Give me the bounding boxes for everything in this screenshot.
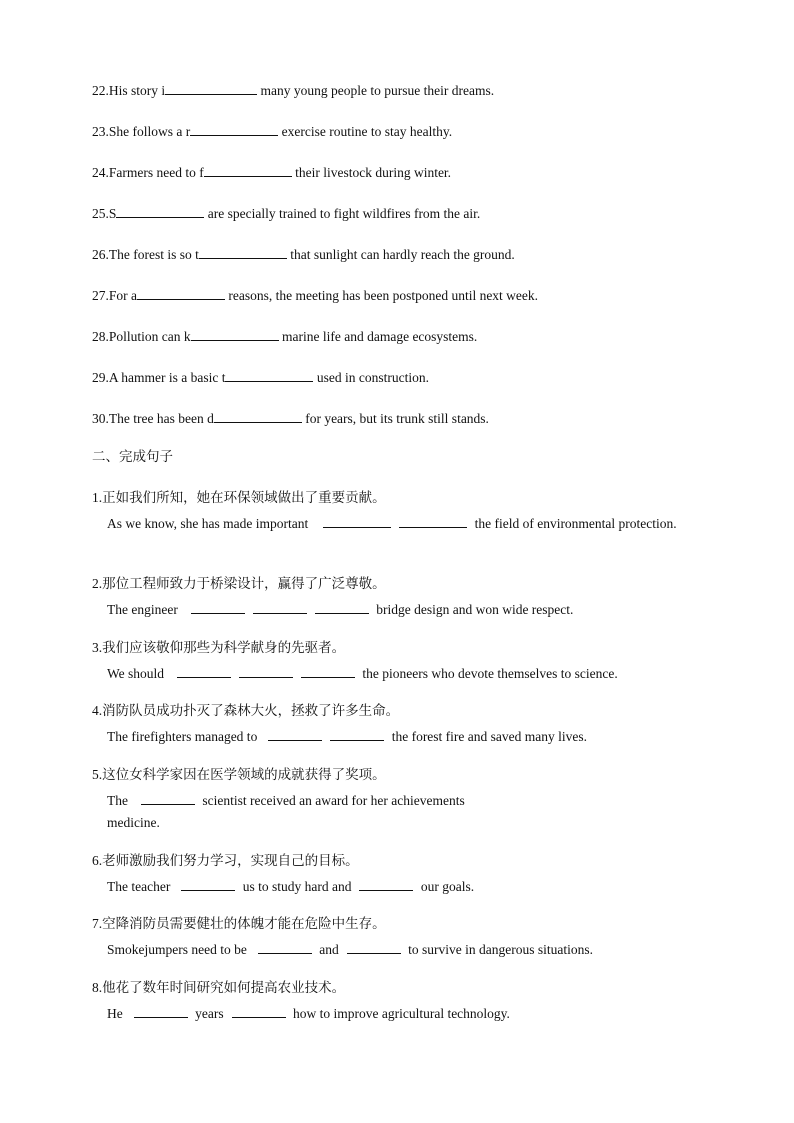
- answer-blank[interactable]: [137, 286, 225, 300]
- item-text-before: Pollution can k: [108, 329, 191, 344]
- sentence-text: The teacher: [107, 879, 171, 894]
- item-text-before: The tree has been d: [108, 411, 214, 426]
- fill-item-28: [92, 327, 477, 346]
- sentence-text: us to study hard and: [242, 879, 352, 894]
- answer-blank[interactable]: [330, 727, 384, 741]
- answer-blank[interactable]: [134, 1004, 188, 1018]
- sentence-item-5: [92, 766, 696, 834]
- item-text-before: The forest is so t: [108, 247, 199, 262]
- fill-item-30: [92, 409, 489, 428]
- answer-blank[interactable]: [204, 163, 292, 177]
- item-text-before: For a: [108, 288, 137, 303]
- item-text-before: She follows a r: [108, 124, 191, 139]
- item-text-after: are specially trained to fight wildfires from the air.: [204, 206, 481, 221]
- item-text-after: their livestock during winter.: [291, 165, 452, 180]
- item-text-after: for years, but its trunk still stands.: [301, 411, 489, 426]
- chinese-prompt: 8.他花了数年时间研究如何提高农业技术。: [92, 980, 346, 995]
- sentence-text: our goals.: [420, 879, 475, 894]
- item-text-after: many young people to pursue their dreams.: [257, 83, 495, 98]
- answer-blank[interactable]: [315, 600, 369, 614]
- item-text-after: exercise routine to stay healthy.: [278, 124, 453, 139]
- answer-blank[interactable]: [214, 409, 302, 423]
- sentence-text: how to improve agricultural technology.: [292, 1006, 510, 1021]
- answer-blank[interactable]: [181, 877, 235, 891]
- sentence-item-7: [92, 915, 696, 961]
- item-text-after: reasons, the meeting has been postponed until next week.: [225, 288, 539, 303]
- chinese-prompt: 3.我们应该敬仰那些为科学献身的先驱者。: [92, 640, 346, 655]
- fill-item-22: [92, 81, 494, 100]
- sentence-text: to survive in dangerous situations.: [408, 942, 593, 957]
- answer-blank[interactable]: [239, 664, 293, 678]
- sentence-text: The engineer: [107, 602, 178, 617]
- sentence-text: We should: [107, 666, 165, 681]
- answer-blank[interactable]: [191, 600, 245, 614]
- sentence-text: The firefighters managed to: [107, 729, 258, 744]
- sentence-text: the pioneers who devote themselves to science.: [362, 666, 618, 681]
- english-sentence: [92, 876, 696, 898]
- answer-blank[interactable]: [268, 727, 322, 741]
- item-text-before: His story i: [108, 83, 166, 98]
- answer-blank[interactable]: [232, 1004, 286, 1018]
- item-number: 28.: [92, 329, 109, 344]
- item-text-after: that sunlight can hardly reach the ground.: [286, 247, 515, 262]
- answer-blank[interactable]: [190, 122, 278, 136]
- sentence-text: bridge design and won wide respect.: [376, 602, 574, 617]
- sentence-text: the forest fire and saved many lives.: [391, 729, 588, 744]
- fill-item-29: [92, 368, 429, 387]
- fill-item-26: [92, 245, 515, 264]
- answer-blank[interactable]: [177, 664, 231, 678]
- item-text-after: marine life and damage ecosystems.: [278, 329, 478, 344]
- item-number: 23.: [92, 124, 109, 139]
- sentence-item-2: [92, 575, 696, 621]
- english-sentence: [92, 939, 696, 961]
- item-number: 27.: [92, 288, 109, 303]
- english-sentence: [92, 726, 696, 748]
- sentence-text: He: [107, 1006, 123, 1021]
- item-text-before: S: [108, 206, 117, 221]
- sentence-item-8: [92, 979, 696, 1025]
- sentence-text: years: [195, 1006, 224, 1021]
- chinese-prompt: 6.老师激励我们努力学习，实现自己的目标。: [92, 853, 359, 868]
- sentence-text: and: [319, 942, 339, 957]
- sentence-text: As we know, she has made important: [107, 516, 309, 531]
- section-title: 二、完成句子: [92, 449, 173, 464]
- answer-blank[interactable]: [253, 600, 307, 614]
- item-number: 30.: [92, 411, 109, 426]
- answer-blank[interactable]: [399, 514, 467, 528]
- english-sentence: [92, 599, 696, 621]
- sentence-item-1: [92, 489, 696, 535]
- chinese-prompt: 4.消防队员成功扑灭了森林大火，拯救了许多生命。: [92, 703, 400, 718]
- sentence-item-3: [92, 639, 696, 685]
- answer-blank[interactable]: [116, 204, 204, 218]
- fill-item-27: [92, 286, 538, 305]
- english-sentence: [92, 513, 696, 535]
- sentence-text: medicine.: [107, 815, 160, 830]
- sentence-text: Smokejumpers need to be: [107, 942, 247, 957]
- answer-blank[interactable]: [141, 791, 195, 805]
- chinese-prompt: 2.那位工程师致力于桥梁设计，赢得了广泛尊敬。: [92, 576, 386, 591]
- sentence-text: the field of environmental protection.: [474, 516, 677, 531]
- answer-blank[interactable]: [199, 245, 287, 259]
- sentence-text: scientist received an award for her achievements: [202, 793, 465, 808]
- answer-blank[interactable]: [258, 940, 312, 954]
- chinese-prompt: 7.空降消防员需要健壮的体魄才能在危险中生存。: [92, 916, 386, 931]
- answer-blank[interactable]: [347, 940, 401, 954]
- answer-blank[interactable]: [301, 664, 355, 678]
- item-number: 22.: [92, 83, 109, 98]
- answer-blank[interactable]: [165, 81, 257, 95]
- sentence-item-6: [92, 852, 696, 898]
- answer-blank[interactable]: [323, 514, 391, 528]
- chinese-prompt: 5.这位女科学家因在医学领域的成就获得了奖项。: [92, 767, 386, 782]
- answer-blank[interactable]: [191, 327, 279, 341]
- answer-blank[interactable]: [225, 368, 313, 382]
- sentence-text: The: [107, 793, 128, 808]
- sentence-item-4: [92, 702, 696, 748]
- item-number: 25.: [92, 206, 109, 221]
- fill-item-24: [92, 163, 451, 182]
- item-number: 29.: [92, 370, 109, 385]
- item-number: 26.: [92, 247, 109, 262]
- english-sentence: [92, 663, 696, 685]
- fill-item-23: [92, 122, 452, 141]
- fill-item-25: [92, 204, 480, 223]
- item-text-before: A hammer is a basic t: [108, 370, 226, 385]
- item-text-after: used in construction.: [313, 370, 429, 385]
- answer-blank[interactable]: [359, 877, 413, 891]
- item-text-before: Farmers need to f: [108, 165, 204, 180]
- item-number: 24.: [92, 165, 109, 180]
- chinese-prompt: 1.正如我们所知，她在环保领域做出了重要贡献。: [92, 490, 386, 505]
- english-sentence: [92, 1003, 696, 1025]
- english-sentence: [92, 790, 696, 834]
